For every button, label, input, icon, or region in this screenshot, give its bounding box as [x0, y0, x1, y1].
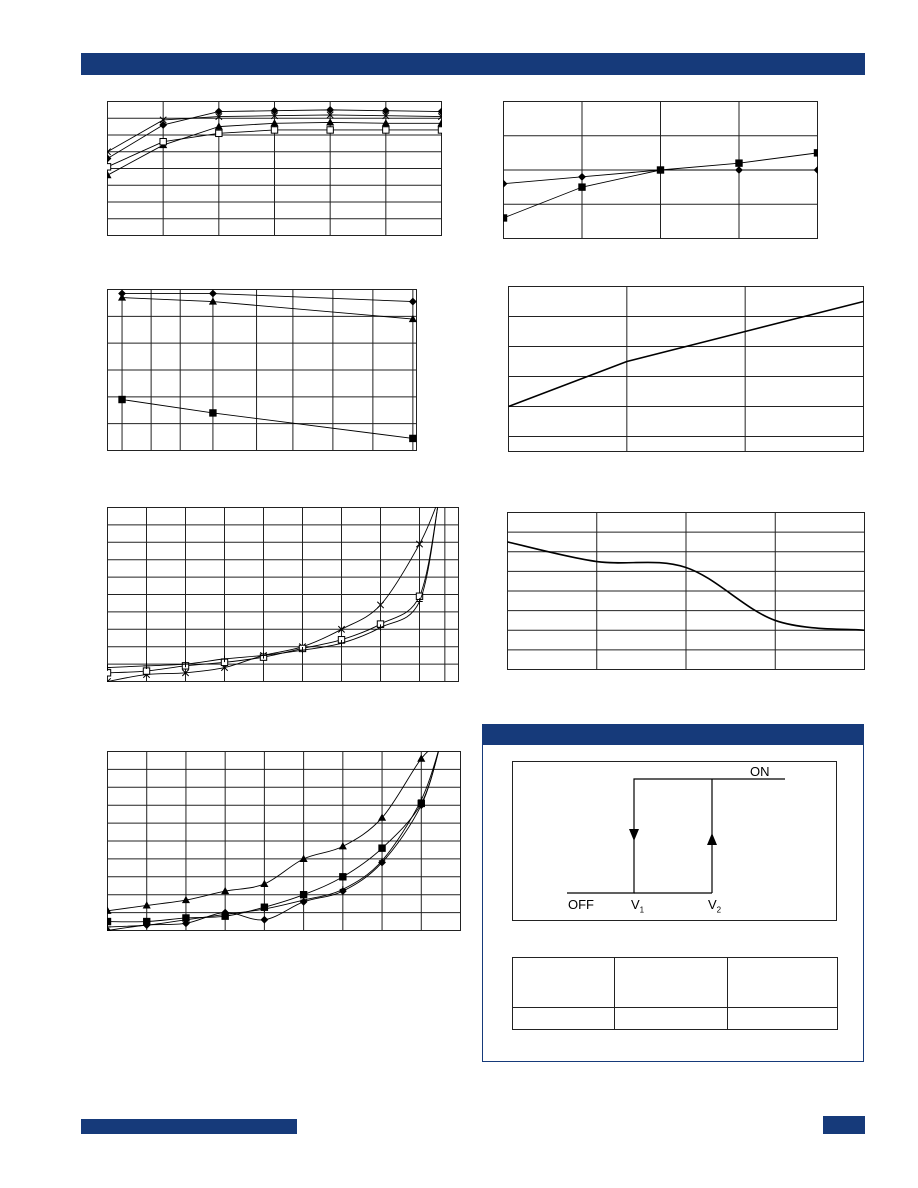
- data-point-triangle: [107, 172, 111, 178]
- chart-top-right: [503, 101, 818, 239]
- chart-grid: [508, 513, 865, 670]
- data-point-triangle: [261, 881, 267, 887]
- series-line-a: [509, 302, 864, 407]
- data-point-square: [119, 396, 125, 402]
- data-point-diamond: [261, 917, 267, 923]
- chart-grid: [108, 508, 459, 682]
- chart-series-group: [119, 290, 416, 441]
- chart-second-left-svg: [107, 289, 417, 451]
- hysteresis-table: [512, 957, 838, 1030]
- series-line-d: [108, 751, 441, 927]
- chart-third-right: [507, 512, 865, 670]
- chart-third-left: [107, 507, 459, 682]
- data-point-diamond: [736, 167, 742, 173]
- chart-top-left: [107, 101, 442, 236]
- table-cell: [513, 958, 615, 1008]
- data-point-diamond: [107, 155, 111, 161]
- series-line-c: [122, 400, 413, 439]
- data-point-square: [410, 435, 416, 441]
- v1-sub: 1: [639, 905, 645, 915]
- table-cell: [513, 1008, 615, 1030]
- v1-text: V: [631, 897, 640, 912]
- down-arrow-icon: [629, 829, 639, 841]
- data-point-square: [579, 184, 585, 190]
- off-label: OFF: [568, 897, 594, 912]
- footer-bar: [81, 1119, 297, 1134]
- chart-grid: [509, 287, 864, 452]
- series-line-b: [108, 507, 440, 673]
- series-line-b: [122, 298, 413, 319]
- data-point-diamond: [410, 298, 416, 304]
- data-point-square-open: [216, 130, 222, 136]
- chart-series-group: [509, 302, 864, 407]
- chart-bottom-left-svg: [107, 751, 461, 931]
- table-cell: [615, 1008, 728, 1030]
- data-point-triangle: [340, 843, 346, 849]
- chart-grid: [108, 290, 417, 451]
- data-point-square: [736, 160, 742, 166]
- data-point-diamond: [814, 167, 818, 173]
- chart-second-left: [107, 289, 417, 451]
- data-point-diamond: [579, 174, 585, 180]
- data-point-square-open: [438, 127, 442, 133]
- chart-third-right-svg: [507, 512, 865, 670]
- table-cell: [615, 958, 728, 1008]
- v2-text: V: [708, 897, 717, 912]
- series-line-a: [122, 294, 413, 302]
- data-point-square-open: [383, 127, 389, 133]
- data-point-diamond: [503, 181, 507, 187]
- top-banner: [81, 53, 865, 75]
- data-point-square-open: [107, 164, 111, 170]
- hysteresis-loop: [513, 762, 836, 920]
- data-point-square-open: [327, 127, 333, 133]
- data-point-square: [379, 845, 385, 851]
- chart-bottom-left: [107, 751, 461, 931]
- hysteresis-panel-header: [483, 725, 863, 745]
- chart-third-left-svg: [107, 507, 459, 682]
- hysteresis-diagram: [512, 761, 837, 921]
- v1-label: [631, 897, 644, 915]
- series-line-c: [108, 507, 440, 668]
- table-cell: [728, 958, 838, 1008]
- chart-top-left-svg: [107, 101, 442, 236]
- data-point-square: [340, 874, 346, 880]
- series-line-a: [108, 751, 441, 911]
- v2-sub: 2: [716, 905, 722, 915]
- data-point-square: [210, 410, 216, 416]
- up-arrow-icon: [707, 833, 717, 845]
- data-point-diamond: [210, 290, 216, 296]
- table-cell: [728, 1008, 838, 1030]
- series-line-b: [108, 751, 441, 922]
- data-point-square-open: [160, 139, 166, 145]
- table-row: [513, 958, 838, 1008]
- data-point-square: [657, 167, 663, 173]
- data-point-square: [814, 150, 818, 156]
- loop-path: [567, 779, 785, 893]
- chart-top-right-svg: [503, 101, 818, 239]
- data-point-square: [503, 215, 507, 221]
- table-row: [513, 1008, 838, 1030]
- on-label: ON: [750, 764, 770, 779]
- chart-second-right: [508, 286, 864, 452]
- plot-frame: [509, 287, 864, 452]
- page-number-tab: [823, 1116, 865, 1134]
- chart-second-right-svg: [508, 286, 864, 452]
- v2-label: [708, 897, 721, 915]
- data-point-square-open: [271, 127, 277, 133]
